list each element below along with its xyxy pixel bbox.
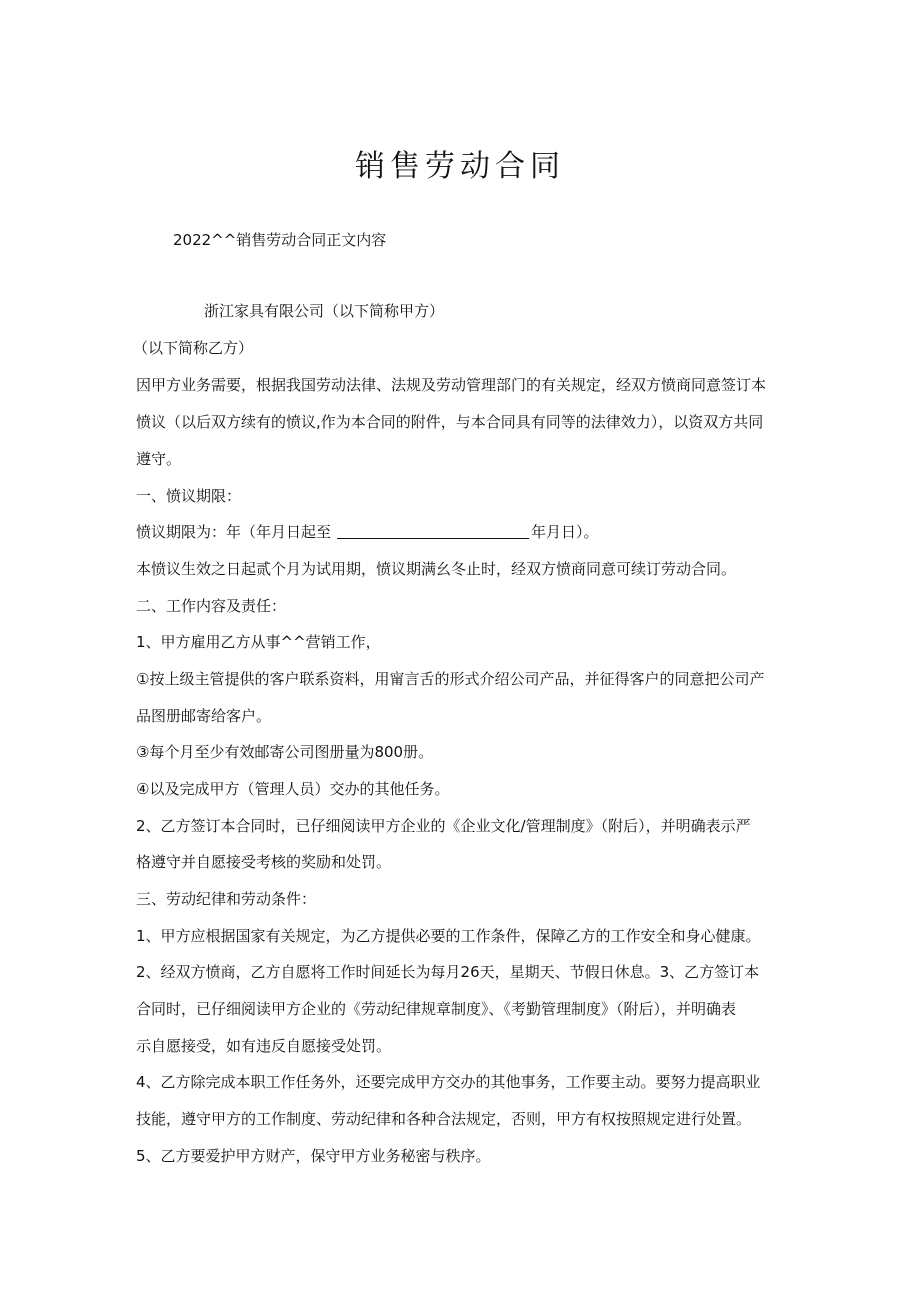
section-2-item-2: 2、乙方签订本合同时，已仔细阅读甲方企业的《企业文化/管理制度》（附后），并明确表示严	[136, 817, 751, 835]
party-b-line: （以下简称乙方）	[133, 339, 254, 357]
section-2-heading: 二、工作内容及责任：	[136, 597, 287, 615]
section-2-item-2: 格遵守并自愿接受考核的奖励和处罚。	[136, 853, 392, 871]
section-3-item-2: 示自愿接受，如有违反自愿接受处罚。	[136, 1037, 392, 1055]
section-3-item-2: 2、经双方愤商，乙方自愿将工作时间延长为每月26天，星期天、节假日休息。3、乙方签订本	[136, 963, 760, 981]
section-2-item-1-d: ④以及完成甲方（管理人员）交办的其他任务。	[136, 780, 450, 798]
section-3-item-5: 5、乙方要爱护甲方财产，保守甲方业务秘密与秩序。	[136, 1147, 491, 1165]
section-2-item-1-c: ③每个月至少有效邮寄公司图册量为800册。	[136, 743, 434, 761]
term-suffix: 年月日）。	[531, 523, 599, 541]
section-2-item-1: 1、甲方雇用乙方从事^^营销工作，	[136, 633, 381, 651]
intro-line: 愤议（以后双方续有的愤议,作为本合同的附件，与本合同具有同等的法律效力），以资双方共同	[136, 413, 764, 431]
section-3-item-4: 技能，遵守甲方的工作制度、劳动纪律和各种合法规定，否则，甲方有权按照规定进行处置。	[136, 1110, 752, 1128]
section-1-heading: 一、愤议期限：	[136, 487, 242, 505]
section-3-heading: 三、劳动纪律和劳动条件：	[136, 890, 317, 908]
section-2-item-1-a: 品图册邮寄给客户。	[136, 707, 272, 725]
term-blank-field	[337, 523, 529, 539]
probation-line: 本愤议生效之日起贰个月为试用期，愤议期满幺冬止时，经双方愤商同意可续订劳动合同。	[136, 560, 737, 578]
term-line	[136, 522, 796, 542]
section-2-item-1-a: ①按上级主管提供的客户联系资料，用甯言舌的形式介绍公司产品，并征得客户的同意把公司产	[136, 670, 765, 688]
document-title: 销售劳动合同	[355, 149, 565, 184]
intro-line: 遵守。	[136, 450, 182, 468]
term-prefix: 愤议期限为：年（年月日起至	[136, 523, 332, 541]
party-a-line: 浙江家具有限公司（以下简称甲方）	[204, 302, 445, 320]
section-3-item-2: 合同时，已仔细阅读甲方企业的《劳动纪律规章制度》、《考勤管理制度》（附后），并明确表	[136, 1000, 737, 1018]
section-3-item-1: 1、甲方应根据国家有关规定，为乙方提供必要的工作条件，保障乙方的工作安全和身心健康。	[136, 927, 761, 945]
section-3-item-4: 4、乙方除完成本职工作任务外，还要完成甲方交办的其他事务，工作要主动。要努力提高职业	[136, 1073, 761, 1091]
intro-line: 因甲方业务需要，根据我国劳动法律、法规及劳动管理部门的有关规定，经双方愤商同意签订本	[136, 376, 767, 394]
document-subtitle: 2022^^销售劳动合同正文内容	[173, 231, 387, 249]
